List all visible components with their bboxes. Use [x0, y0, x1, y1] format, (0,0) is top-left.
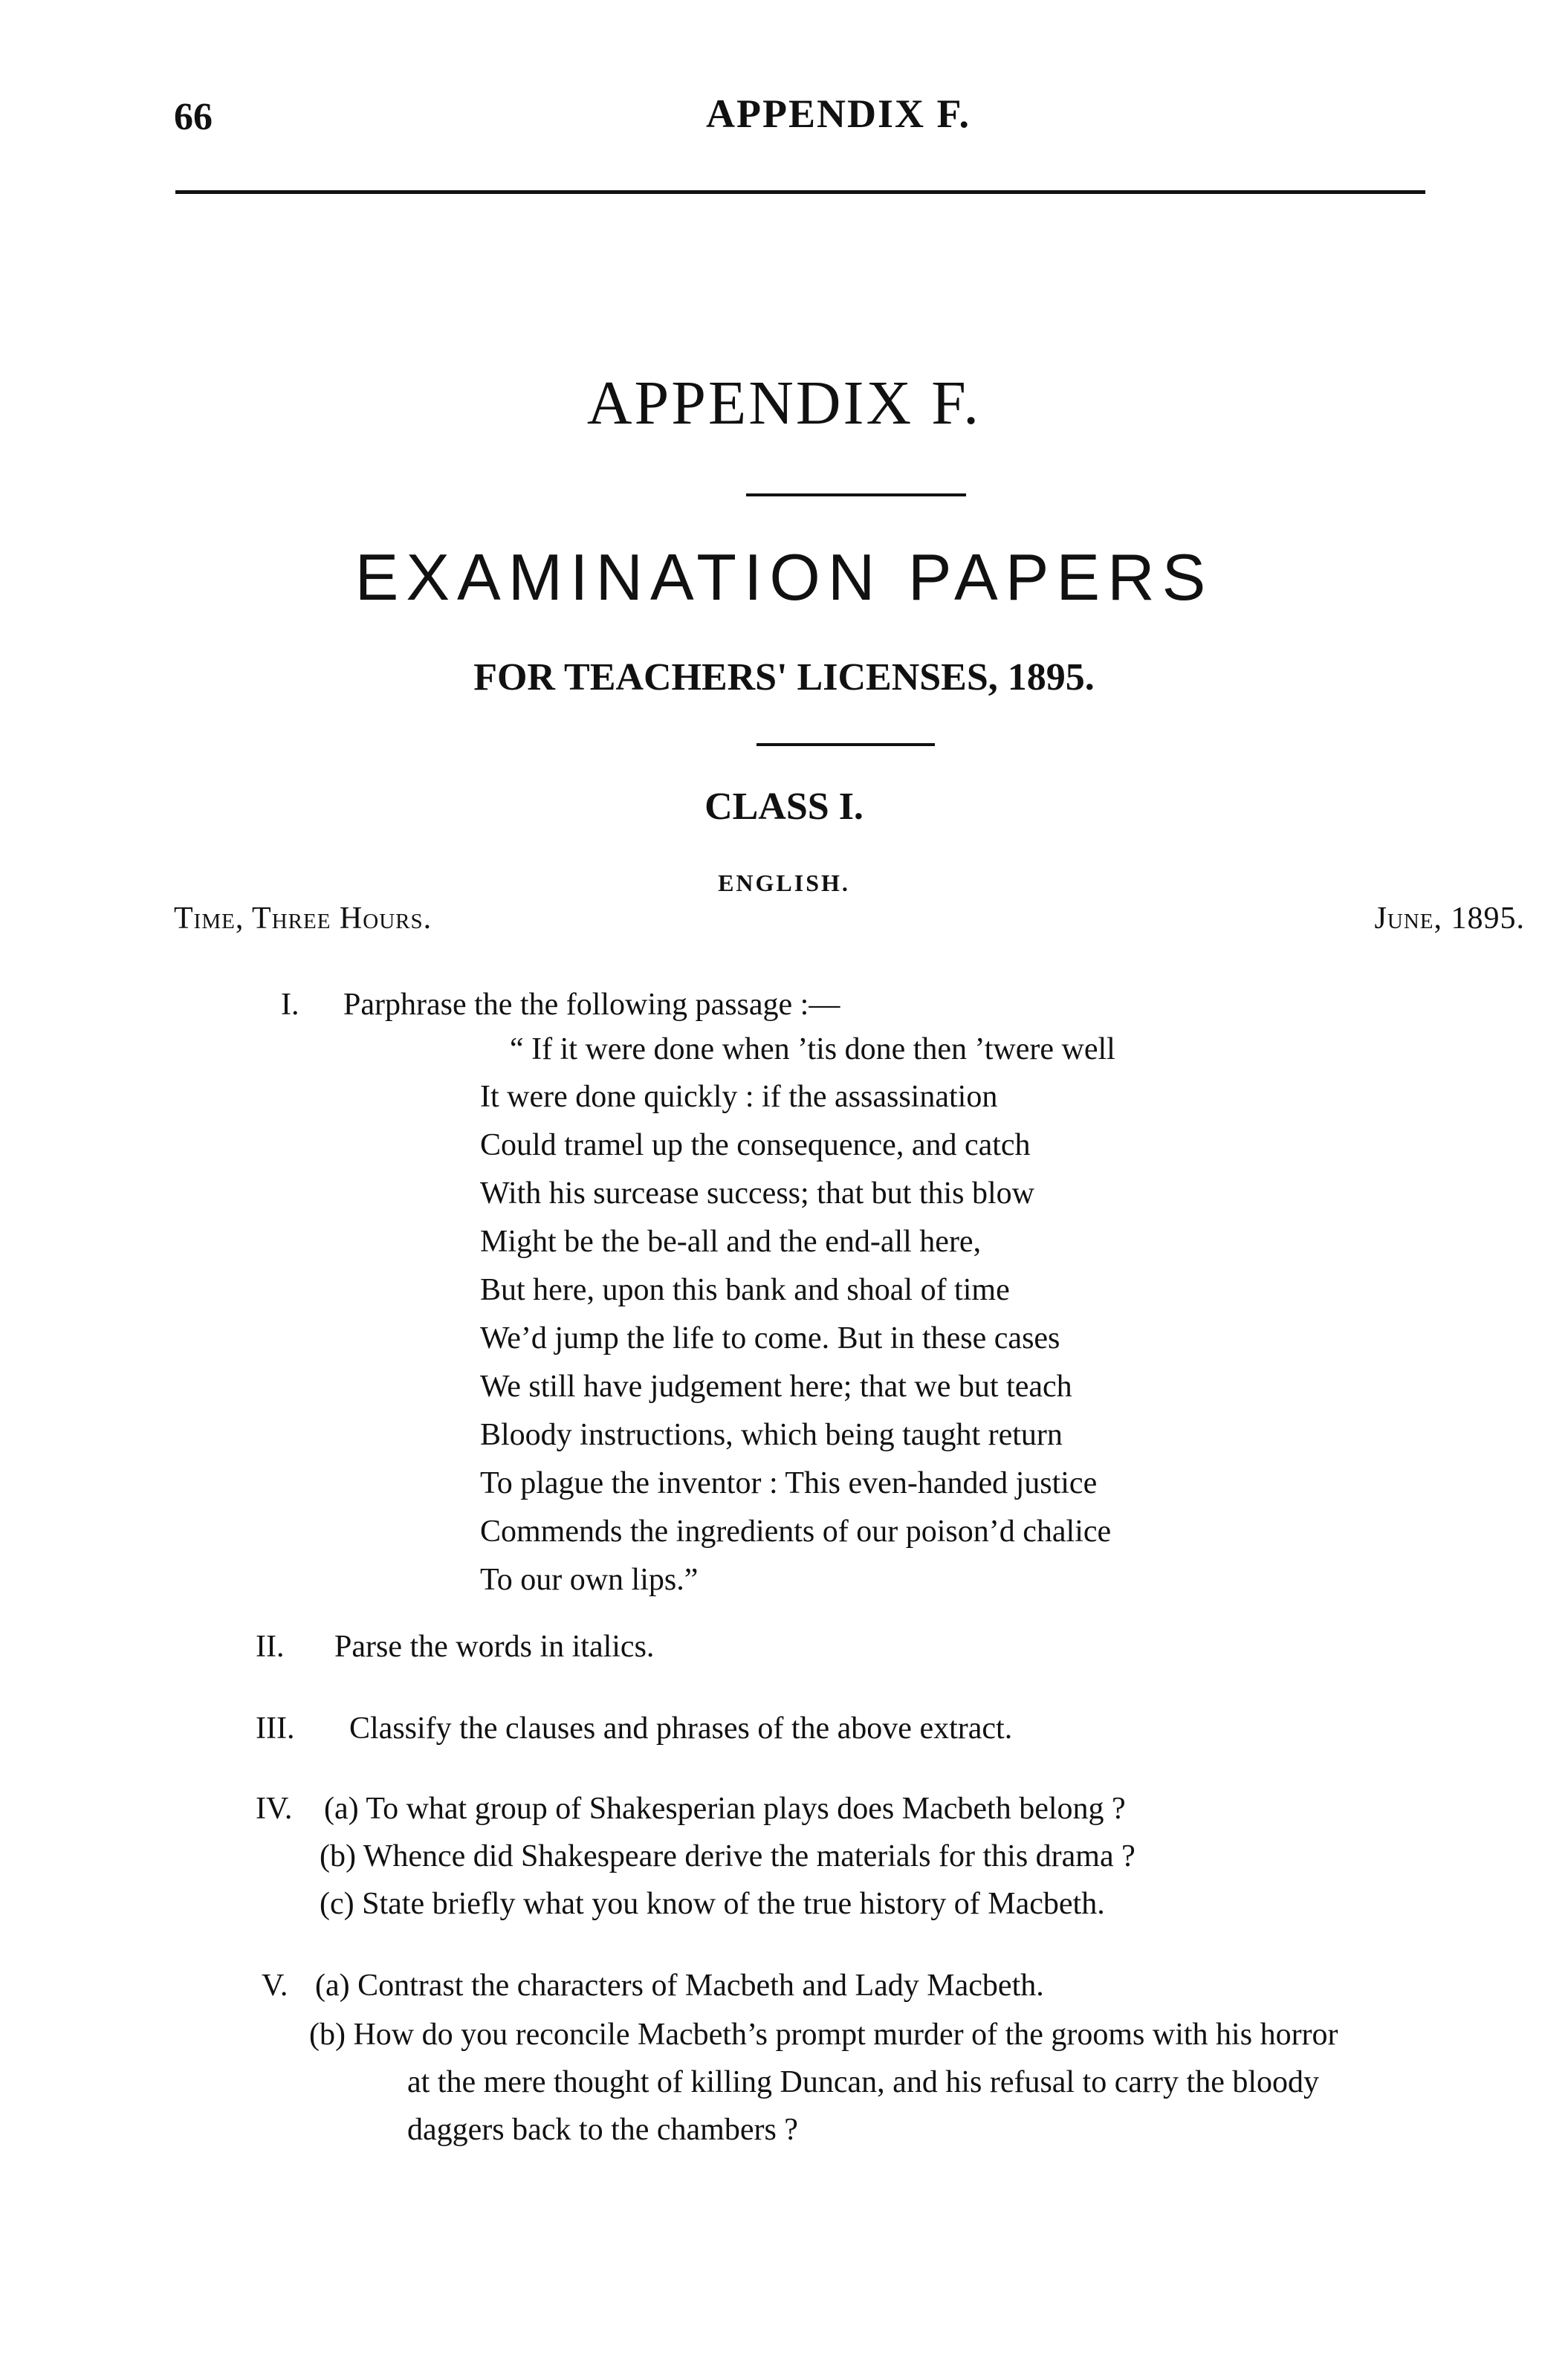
passage-line: “ If it were done when ’tis done then ’twere well: [510, 1032, 1115, 1066]
question-part-b-continued: daggers back to the chambers ?: [407, 2113, 798, 2147]
question-number: II.: [256, 1630, 285, 1664]
passage-line: We still have judgement here; that we but teach: [480, 1370, 1072, 1404]
passage-line: We’d jump the life to come. But in these cases: [480, 1321, 1060, 1355]
page-number: 66: [174, 96, 213, 138]
question-part-a: (a) Contrast the characters of Macbeth and Lady Macbeth.: [315, 1969, 1044, 2003]
passage-line: Might be the be-all and the end-all here,: [480, 1225, 982, 1259]
header-rule: [175, 190, 1425, 194]
question-part-c: (c) State briefly what you know of the true history of Macbeth.: [320, 1887, 1105, 1921]
title-rule: [746, 493, 966, 496]
appendix-title: APPENDIX F.: [586, 369, 982, 438]
question-number: IV.: [256, 1792, 293, 1826]
passage-line: With his surcease success; that but this blow: [480, 1176, 1035, 1211]
passage-line: To plague the inventor : This even-handed justice: [480, 1466, 1098, 1500]
teachers-licenses-heading: FOR TEACHERS' LICENSES, 1895.: [473, 656, 1095, 699]
passage-line: To our own lips.”: [480, 1563, 699, 1597]
subject-label: ENGLISH.: [718, 869, 850, 896]
exam-time: Time, Three Hours.: [174, 901, 433, 936]
class-label: CLASS I.: [704, 785, 864, 828]
question-part-b: (b) Whence did Shakespeare derive the materials for this drama ?: [320, 1839, 1135, 1873]
question-part-b: (b) How do you reconcile Macbeth’s prompt murder of the grooms with his horror: [309, 2018, 1338, 2052]
passage-line: But here, upon this bank and shoal of time: [480, 1273, 1010, 1307]
exam-date: June, 1895.: [1374, 901, 1525, 936]
passage-line: Could tramel up the consequence, and catch: [480, 1128, 1031, 1162]
question-part-a: (a) To what group of Shakesperian plays does Macbeth belong ?: [324, 1792, 1126, 1826]
passage-line: Bloody instructions, which being taught return: [480, 1418, 1063, 1452]
question-number: III.: [256, 1711, 295, 1746]
question-text: Parphrase the the following passage :—: [343, 988, 840, 1022]
exam-papers-heading: EXAMINATION PAPERS: [354, 540, 1214, 614]
subtitle-rule: [757, 743, 935, 746]
question-text: Classify the clauses and phrases of the above extract.: [349, 1711, 1013, 1746]
question-number: I.: [281, 988, 299, 1022]
question-text: Parse the words in italics.: [334, 1630, 655, 1664]
passage-line: Commends the ingredients of our poison’d chalice: [480, 1515, 1112, 1549]
running-title: APPENDIX F.: [706, 91, 971, 136]
passage-line: It were done quickly : if the assassination: [480, 1080, 998, 1114]
question-part-b-continued: at the mere thought of killing Duncan, and his refusal to carry the bloody: [407, 2065, 1320, 2099]
question-number: V.: [262, 1969, 288, 2003]
